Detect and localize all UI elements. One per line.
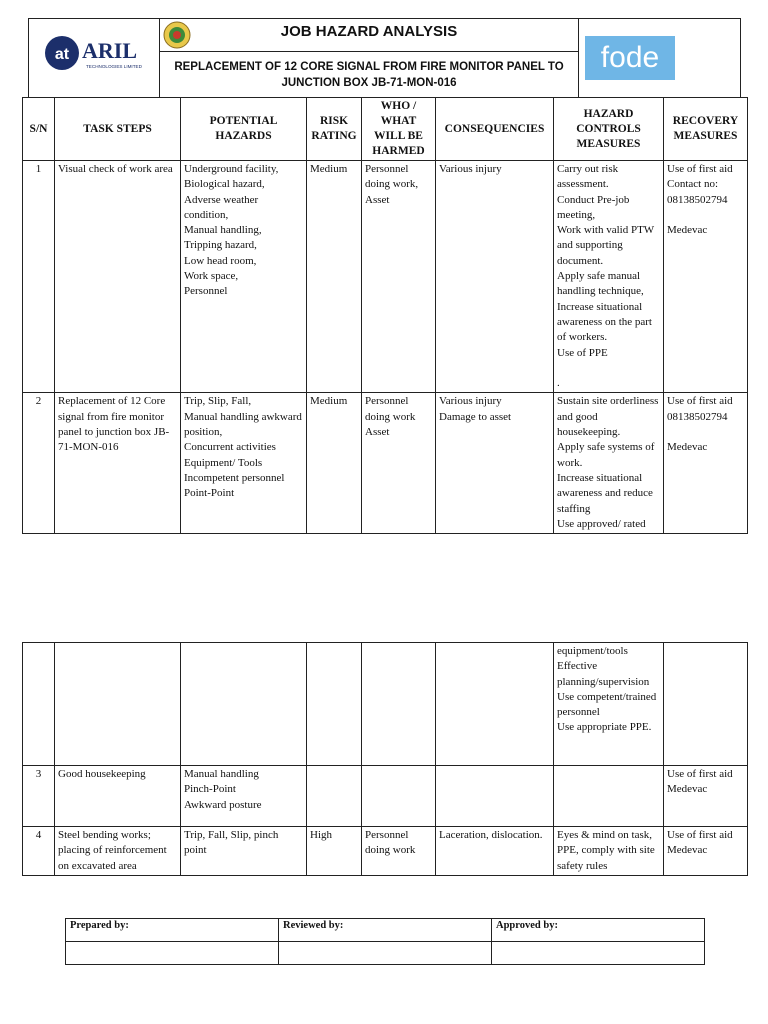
row-controls: equipment/tools Effective planning/supervision Use competent/trained personnel Use appropriate PPE. <box>554 643 664 766</box>
row-who <box>362 643 436 766</box>
document-subtitle-line1: REPLACEMENT OF 12 CORE SIGNAL FROM FIRE MONITOR PANEL TO <box>174 61 564 73</box>
table-row <box>23 161 748 393</box>
row-risk <box>307 766 362 827</box>
row-consequences <box>436 766 554 827</box>
row-controls <box>554 766 664 827</box>
prepared-by-label: Prepared by: <box>66 919 279 942</box>
row-risk <box>307 643 362 766</box>
document-subtitle-line2: JUNCTION BOX JB-71-MON-016 <box>281 77 457 89</box>
fode-logo: fode <box>585 36 675 80</box>
table-row <box>23 827 748 876</box>
row-hazards: Manual handling Pinch-Point Awkward posture <box>181 766 307 827</box>
row-hazards: Underground facility, Biological hazard, Adverse weather condition, Manual handling, Tripping hazard, Low head room, Work space, Personnel <box>181 161 307 393</box>
header-divider-right <box>578 18 579 98</box>
column-header-recovery-measures: RECOVERY MEASURES <box>664 98 748 161</box>
svg-text:TECHNOLOGIES LIMITED: TECHNOLOGIES LIMITED <box>86 64 142 69</box>
svg-text:at: at <box>54 46 70 63</box>
row-sn: 2 <box>23 393 55 534</box>
row-risk: Medium <box>307 393 362 534</box>
row-consequences: Laceration, dislocation. <box>436 827 554 876</box>
row-hazards <box>181 643 307 766</box>
row-task: Steel bending works; placing of reinforcement on excavated area <box>55 827 181 876</box>
signoff-table <box>65 918 705 965</box>
row-risk: High <box>307 827 362 876</box>
page-title: JOB HAZARD ANALYSIS <box>280 23 458 40</box>
row-controls: Sustain site orderliness and good housekeeping. Apply safe systems of work. Increase situational awareness and reduce staffing Use approved/ rated <box>554 393 664 534</box>
row-hazards: Trip, Slip, Fall, Manual handling awkward position, Concurrent activities Equipment/ Tools Incompetent personnel Point-Point <box>181 393 307 534</box>
row-task: Visual check of work area <box>55 161 181 393</box>
row-who: Personnel doing work, Asset <box>362 161 436 393</box>
row-who: Personnel doing work Asset <box>362 393 436 534</box>
column-header-risk-rating: RISK RATING <box>307 98 362 161</box>
row-recovery <box>664 643 748 766</box>
row-who: Personnel doing work <box>362 827 436 876</box>
row-risk: Medium <box>307 161 362 393</box>
table-row <box>23 766 748 827</box>
approved-by-label: Approved by: <box>492 919 705 942</box>
row-sn: 3 <box>23 766 55 827</box>
row-recovery: Use of first aid Medevac <box>664 827 748 876</box>
reviewed-by-label: Reviewed by: <box>279 919 492 942</box>
row-recovery: Use of first aid Contact no: 08138502794 Medevac <box>664 161 748 393</box>
jha-table-page1 <box>22 97 748 534</box>
column-header-consequences: CONSEQUENCIES <box>436 98 554 161</box>
row-task <box>55 643 181 766</box>
column-header-who-harmed: WHO / WHAT WILL BE HARMED <box>362 98 436 161</box>
row-controls: Eyes & mind on task, PPE, comply with site safety rules <box>554 827 664 876</box>
row-task: Good housekeeping <box>55 766 181 827</box>
row-hazards: Trip, Fall, Slip, pinch point <box>181 827 307 876</box>
row-sn <box>23 643 55 766</box>
reviewed-by-field[interactable] <box>279 942 492 965</box>
table-header-row <box>23 98 748 161</box>
svg-text:ARIL: ARIL <box>82 38 138 63</box>
row-who <box>362 766 436 827</box>
row-recovery: Use of first aid Medevac <box>664 766 748 827</box>
header-divider-top <box>160 51 579 52</box>
row-task: Replacement of 12 Core signal from fire monitor panel to junction box JB-71-MON-016 <box>55 393 181 534</box>
column-header-hazard-controls: HAZARD CONTROLS MEASURES <box>554 98 664 161</box>
approved-by-field[interactable] <box>492 942 705 965</box>
table-row <box>23 393 748 534</box>
column-header-sn: S/N <box>23 98 55 161</box>
aril-logo <box>42 30 152 76</box>
jha-table-page2 <box>22 642 748 876</box>
row-sn: 1 <box>23 161 55 393</box>
prepared-by-field[interactable] <box>66 942 279 965</box>
column-header-potential-hazards: POTENTIAL HAZARDS <box>181 98 307 161</box>
row-recovery: Use of first aid 08138502794 Medevac <box>664 393 748 534</box>
row-consequences: Various injury <box>436 161 554 393</box>
row-consequences <box>436 643 554 766</box>
row-consequences: Various injury Damage to asset <box>436 393 554 534</box>
row-controls: Carry out risk assessment. Conduct Pre-job meeting, Work with valid PTW and supporting document. Apply safe manual handling technique, Increase situational awareness on the part of workers. Use of PPE . <box>554 161 664 393</box>
row-sn: 4 <box>23 827 55 876</box>
column-header-task-steps: TASK STEPS <box>55 98 181 161</box>
table-row <box>23 643 748 766</box>
